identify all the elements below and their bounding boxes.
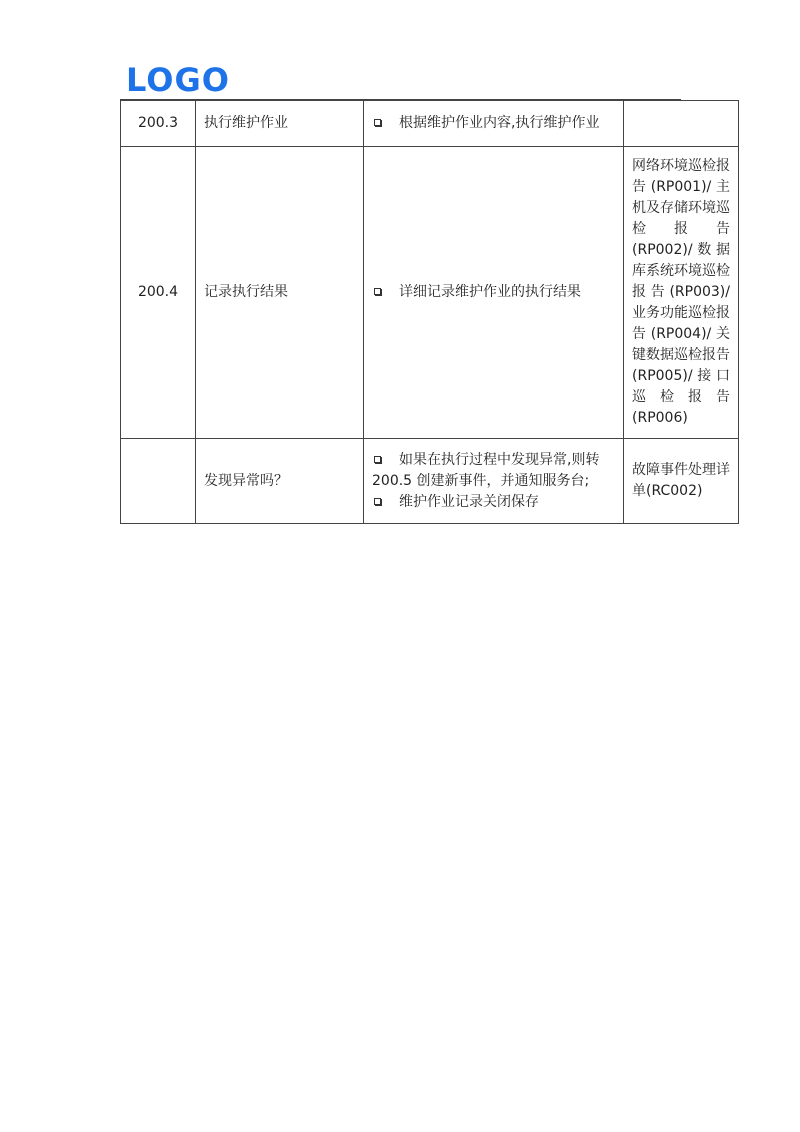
step-number bbox=[121, 439, 196, 524]
checkbox-bullet-icon bbox=[374, 456, 381, 463]
description-text: 维护作业记录关闭保存 bbox=[399, 493, 539, 510]
table-row bbox=[121, 101, 739, 147]
description-text: 如果在执行过程中发现异常,则转 200.5 创建新事件，并通知服务台; bbox=[372, 451, 600, 489]
process-table bbox=[120, 100, 739, 524]
description-text: 详细记录维护作业的执行结果 bbox=[399, 284, 581, 300]
output-document: 故障事件处理详单(RC002) bbox=[624, 439, 739, 524]
activity-description bbox=[364, 147, 624, 439]
table-row bbox=[121, 439, 739, 524]
activity-name: 发现异常吗？ bbox=[196, 439, 364, 524]
step-number: 200.3 bbox=[121, 101, 196, 147]
activity-name: 执行维护作业 bbox=[196, 101, 364, 147]
activity-description bbox=[364, 439, 624, 524]
checkbox-bullet-icon bbox=[374, 498, 381, 505]
output-document bbox=[624, 101, 739, 147]
activity-description bbox=[364, 101, 624, 147]
table-row bbox=[121, 147, 739, 439]
checkbox-bullet-icon bbox=[374, 288, 381, 295]
checkbox-bullet-icon bbox=[374, 119, 381, 126]
activity-name: 记录执行结果 bbox=[196, 147, 364, 439]
logo: LOGO bbox=[126, 61, 230, 99]
step-number: 200.4 bbox=[121, 147, 196, 439]
description-text: 根据维护作业内容,执行维护作业 bbox=[399, 115, 600, 131]
output-document: 网络环境巡检报告(RP001)/主机及存储环境巡检报告(RP002)/数据库系统环境巡检报告(RP003)/业务功能巡检报告(RP004)/关键数据巡检报告(RP005)/接口巡检报告(RP006) bbox=[624, 147, 739, 439]
